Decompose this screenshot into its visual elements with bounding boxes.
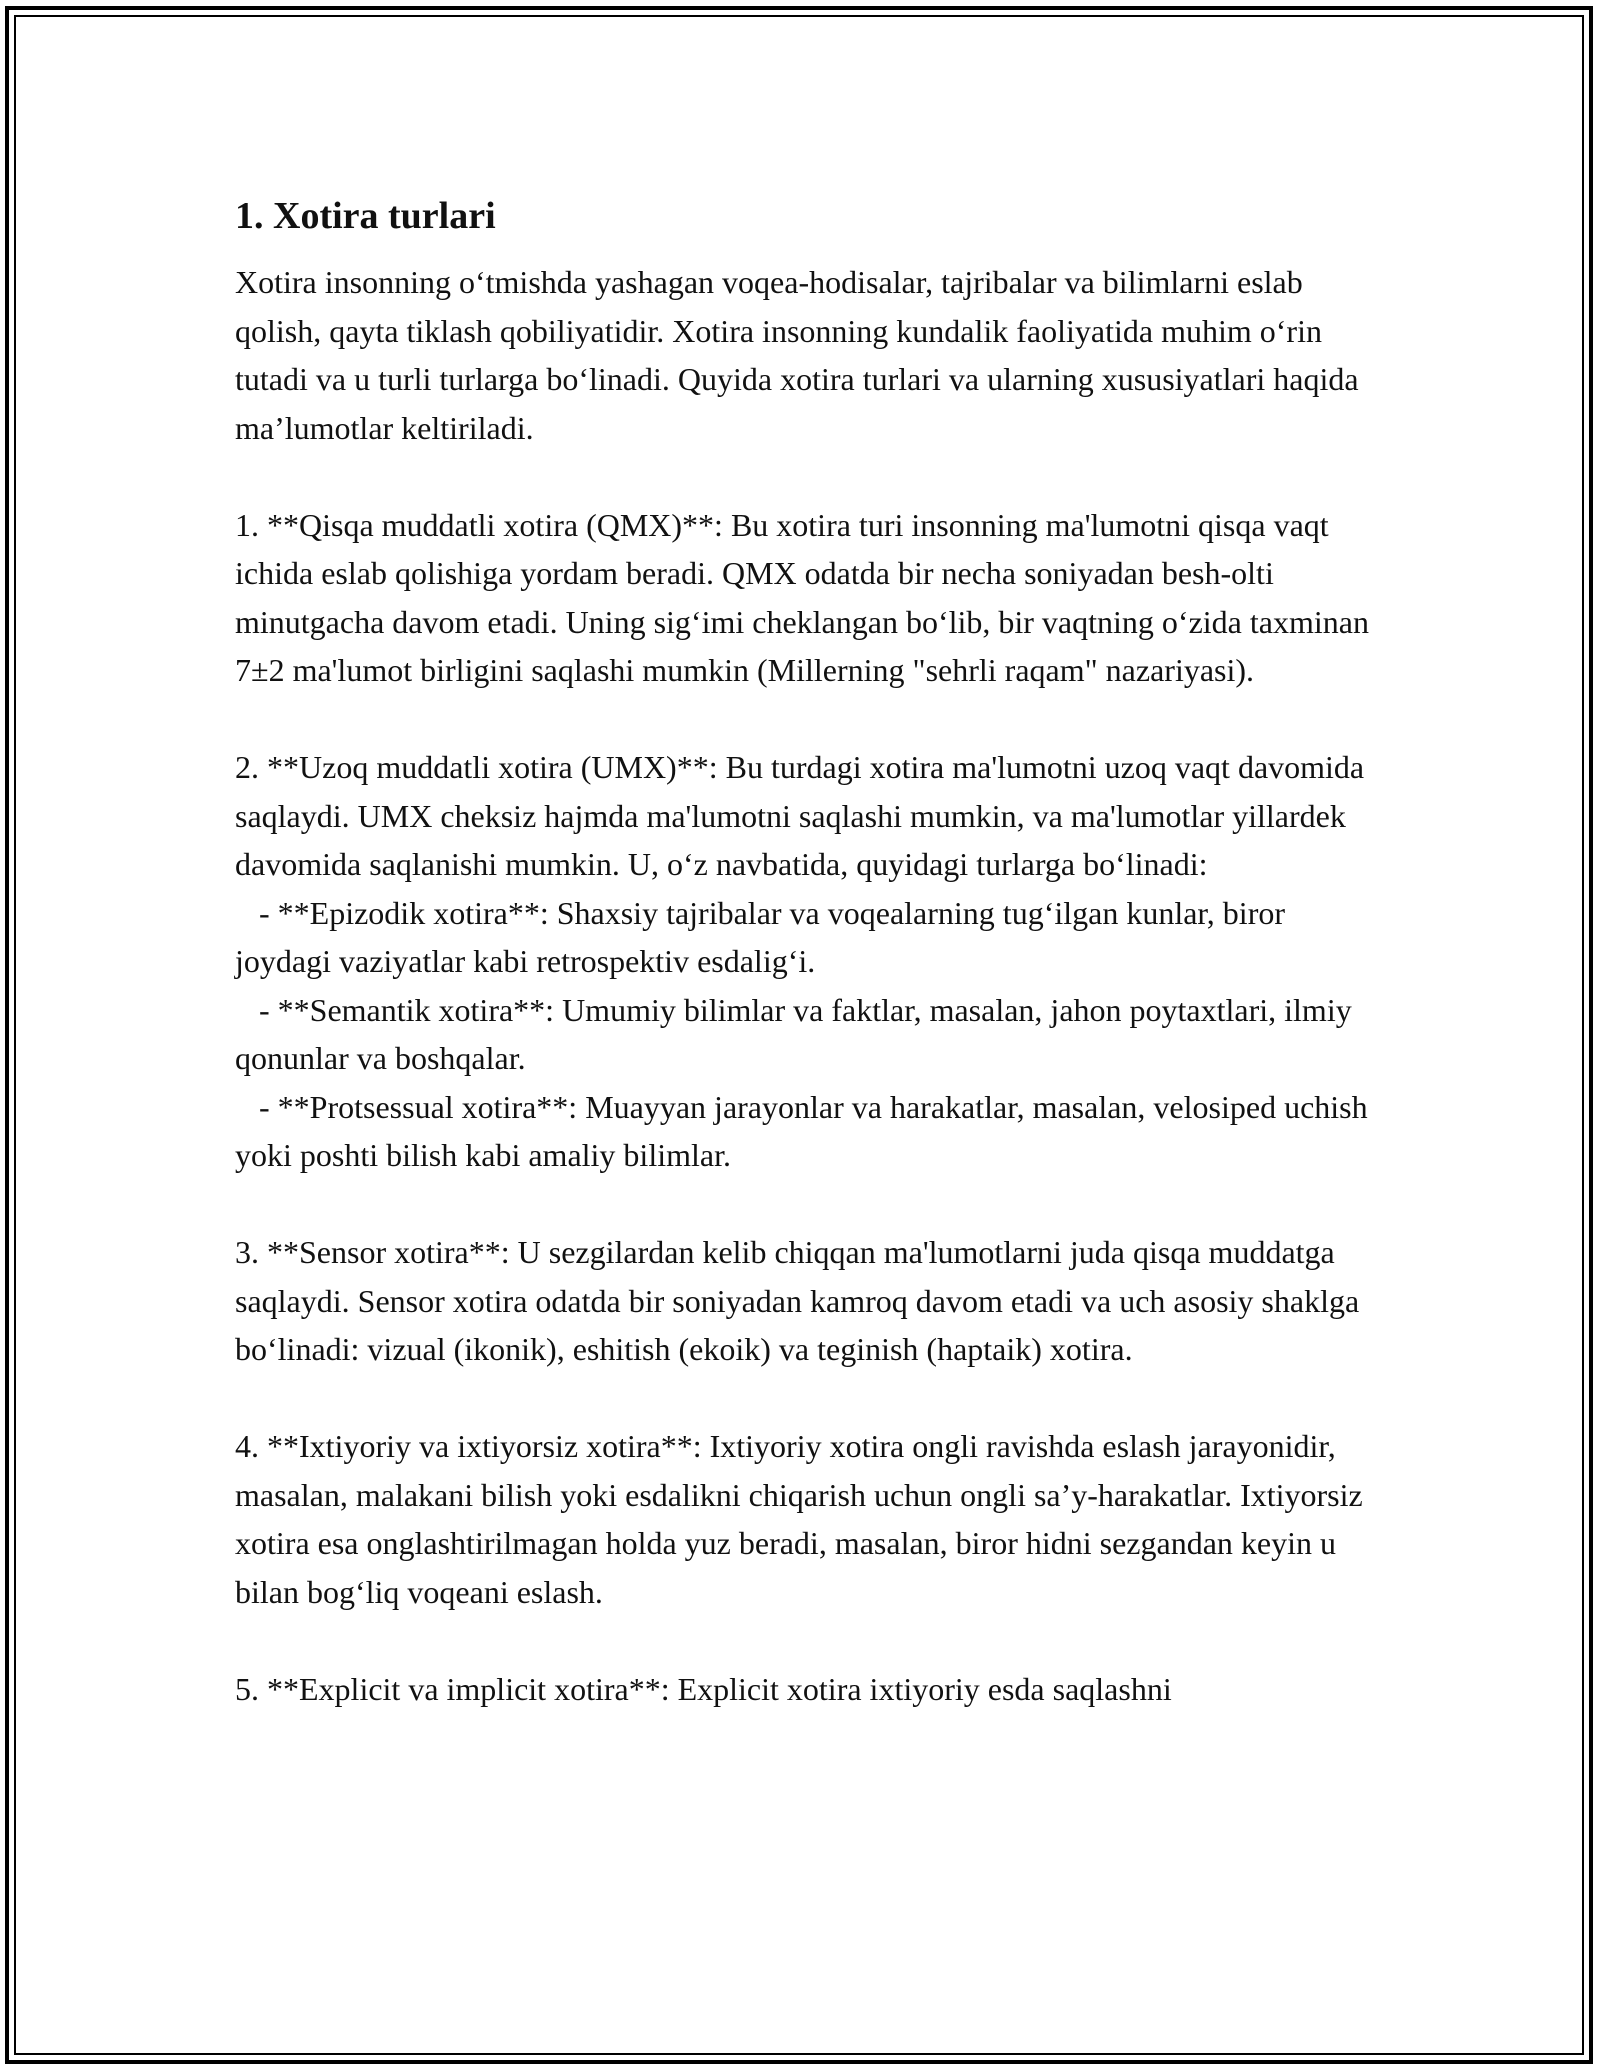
paragraph-gap bbox=[235, 695, 1375, 744]
section-heading: 1. Xotira turlari bbox=[235, 195, 496, 237]
paragraph-gap bbox=[235, 452, 1375, 501]
sub-item-procedural-memory: - **Protsessual xotira**: Muayyan jarayonlar va harakatlar, masalan, velosiped uchish yoki poshti bilish kabi amaliy bilimlar. bbox=[235, 1088, 1376, 1173]
paragraph-gap bbox=[235, 1374, 1375, 1423]
list-item-sensory-memory: 3. **Sensor xotira**: U sezgilardan kelib chiqqan ma'lumotlarni juda qisqa muddatga saqlaydi. Sensor xotira odatda bir soniyadan kamroq davom etadi va uch asosiy shaklga bo‘linadi: vizual (ikonik), eshitish (ekoik) va teginish (haptaik) xotira. bbox=[235, 1234, 1368, 1367]
document-body bbox=[235, 180, 1375, 1713]
sub-item-semantic-memory: - **Semantik xotira**: Umumiy bilimlar va faktlar, masalan, jahon poytaxtlari, ilmiy qonunlar va boshqalar. bbox=[235, 991, 1360, 1076]
list-item-voluntary-memory: 4. **Ixtiyoriy va ixtiyorsiz xotira**: Ixtiyoriy xotira ongli ravishda eslash jarayonidir, masalan, malakani bilish yoki esdalikni chiqarish uchun ongli sa’y-harakatlar. Ixtiyorsiz xotira esa onglashtirilmagan holda yuz beradi, masalan, biror hidni sezgandan keyin u bilan bog‘liq voqeani eslash. bbox=[235, 1428, 1371, 1610]
sub-item-episodic-memory: - **Epizodik xotira**: Shaxsiy tajribalar va voqealarning tug‘ilgan kunlar, biror joydagi vaziyatlar kabi retrospektiv esdalig‘i. bbox=[235, 894, 1293, 979]
paragraph-gap bbox=[235, 1616, 1375, 1665]
list-item-short-term-memory: 1. **Qisqa muddatli xotira (QMX)**: Bu xotira turi insonning ma'lumotni qisqa vaqt ichida eslab qolishiga yordam beradi. QMX odatda bir necha soniyadan besh-olti minutgacha davom etadi. Uning sig‘imi cheklangan bo‘lib, bir vaqtning o‘zida taxminan 7±2 ma'lumot birligini saqlashi mumkin (Millerning "sehrli raqam" nazariyasi). bbox=[235, 506, 1377, 688]
list-item-explicit-memory: 5. **Explicit va implicit xotira**: Explicit xotira ixtiyoriy esda saqlashni bbox=[235, 1670, 1172, 1707]
intro-paragraph: Xotira insonning o‘tmishda yashagan voqea-hodisalar, tajribalar va bilimlarni eslab qolish, qayta tiklash qobiliyatidir. Xotira insonning kundalik faoliyatida muhim o‘rin tutadi va u turli turlarga bo‘linadi. Quyida xotira turlari va ularning xususiyatlari haqida ma’lumotlar keltiriladi. bbox=[235, 264, 1367, 446]
paragraph-gap bbox=[235, 1180, 1375, 1229]
list-item-long-term-memory: 2. **Uzoq muddatli xotira (UMX)**: Bu turdagi xotira ma'lumotni uzoq vaqt davomida saqlaydi. UMX cheksiz hajmda ma'lumotni saqlashi mumkin, va ma'lumotlar yillardek davomida saqlanishi mumkin. U, o‘z navbatida, quyidagi turlarga bo‘linadi: bbox=[235, 749, 1373, 882]
